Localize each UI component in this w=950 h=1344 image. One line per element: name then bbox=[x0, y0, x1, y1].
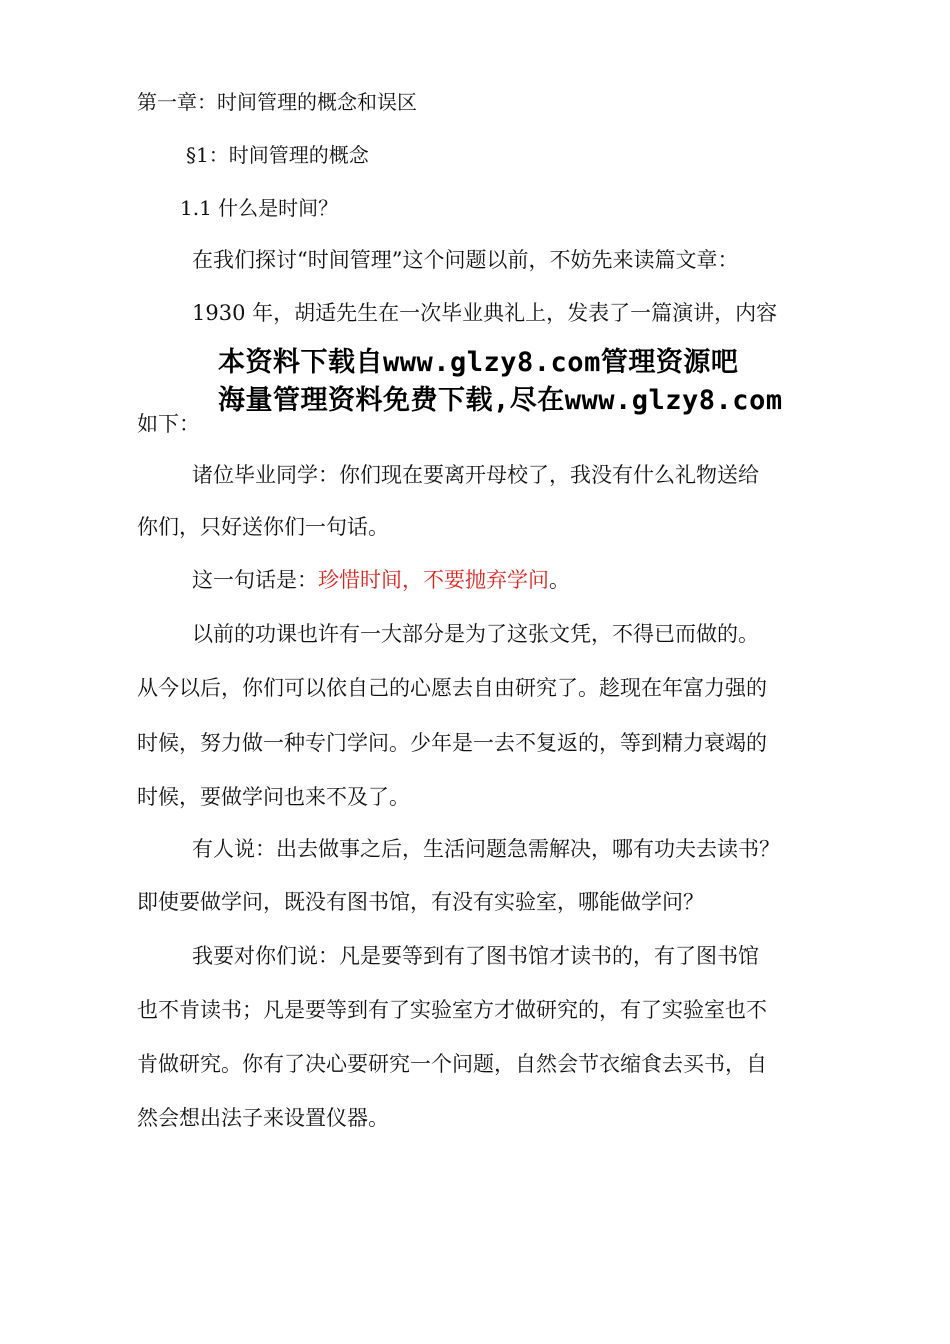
chapter-title: 第一章：时间管理的概念和误区 bbox=[137, 90, 417, 114]
paragraph-reply-line-1: 我要对你们说：凡是要等到有了图书馆才读书的，有了图书馆 bbox=[192, 944, 759, 968]
paragraph-study-line-2: 从今以后，你们可以依自己的心愿去自由研究了。趁现在年富力强的 bbox=[137, 676, 767, 700]
paragraph-speech-intro-cont: 如下： bbox=[137, 412, 200, 436]
paragraph-reply-line-4: 然会想出法子来设置仪器。 bbox=[137, 1106, 389, 1130]
key-sentence-highlight: 珍惜时间，不要抛弃学问 bbox=[318, 568, 549, 592]
key-sentence-prefix: 这一句话是： bbox=[192, 568, 318, 592]
paragraph-study-line-3: 时候，努力做一种专门学问。少年是一去不复返的，等到精力衰竭的 bbox=[137, 731, 767, 755]
section-title: §1：时间管理的概念 bbox=[186, 143, 369, 167]
watermark-line-2: 海量管理资料免费下载,尽在www.glzy8.com bbox=[218, 385, 783, 416]
key-sentence-suffix: 。 bbox=[549, 568, 570, 592]
paragraph-key-sentence bbox=[192, 566, 872, 594]
paragraph-reply-line-3: 肯做研究。你有了决心要研究一个问题，自然会节衣缩食去买书，自 bbox=[137, 1052, 767, 1076]
paragraph-greeting-line-2: 你们，只好送你们一句话。 bbox=[137, 515, 389, 539]
paragraph-study-line-4: 时候，要做学问也来不及了。 bbox=[137, 785, 410, 809]
paragraph-intro: 在我们探讨“时间管理”这个问题以前，不妨先来读篇文章： bbox=[192, 248, 739, 272]
watermark-line-1: 本资料下载自www.glzy8.com管理资源吧 bbox=[218, 347, 739, 378]
paragraph-reply-line-2: 也不肯读书；凡是要等到有了实验室方才做研究的，有了实验室也不 bbox=[137, 998, 767, 1022]
paragraph-objection-line-2: 即使要做学问，既没有图书馆，有没有实验室，哪能做学问？ bbox=[137, 890, 704, 914]
paragraph-speech-intro: 1930 年，胡适先生在一次毕业典礼上，发表了一篇演讲，内容 bbox=[192, 301, 778, 325]
paragraph-greeting-line-1: 诸位毕业同学：你们现在要离开母校了，我没有什么礼物送给 bbox=[192, 463, 759, 487]
paragraph-study-line-1: 以前的功课也许有一大部分是为了这张文凭，不得已而做的。 bbox=[192, 622, 759, 646]
paragraph-objection-line-1: 有人说：出去做事之后，生活问题急需解决，哪有功夫去读书？ bbox=[192, 837, 780, 861]
subsection-title: 1.1 什么是时间？ bbox=[180, 196, 339, 220]
